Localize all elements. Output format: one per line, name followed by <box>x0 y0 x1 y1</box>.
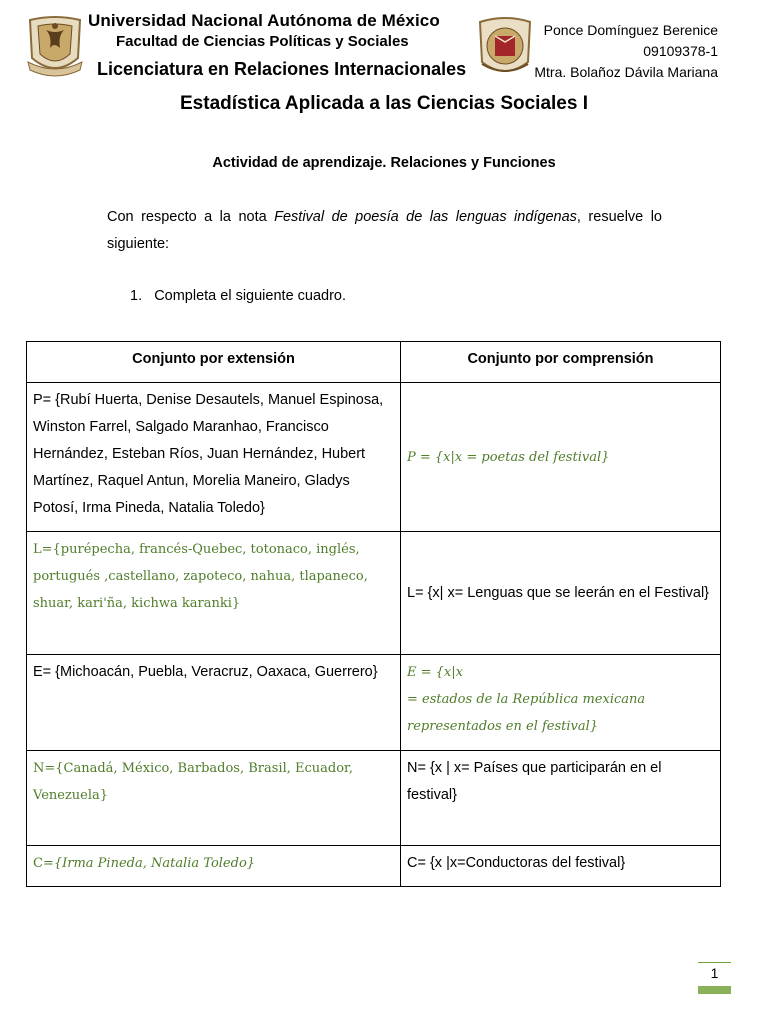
university-name: Universidad Nacional Autónoma de México <box>88 11 440 30</box>
comprehension-e-line1: E = {x|x <box>407 665 463 680</box>
cell-extension-e: E= {Michoacán, Puebla, Veracruz, Oaxaca, Guerrero} <box>27 655 401 751</box>
table-row <box>27 846 721 887</box>
cell-extension-n: N={Canadá, México, Barbados, Brasil, Ecuador, Venezuela} <box>27 751 401 846</box>
cell-extension-p: P= {Rubí Huerta, Denise Desautels, Manuel Espinosa, Winston Farrel, Salgado Maranhao, Francisco Hernández, Esteban Ríos, Juan Hernández, Hubert Martínez, Raquel Antun, Morelia Maneiro, Gladys Potosí, Irma Pineda, Natalia Toledo} <box>27 383 401 532</box>
page-number: 1 <box>698 962 731 981</box>
cell-extension-c <box>27 846 401 887</box>
header-comprehension: Conjunto por comprensión <box>401 342 721 383</box>
cell-comprehension-p: P = {x|x = poetas del festival} <box>401 383 721 532</box>
sets-table <box>26 341 721 887</box>
cell-comprehension-n: N= {x | x= Países que participarán en el festival} <box>401 751 721 846</box>
cell-comprehension-l: L= {x| x= Lenguas que se leerán en el Festival} <box>401 532 721 655</box>
table-row <box>27 751 721 846</box>
instruction-number: 1. <box>130 288 143 304</box>
course-title: Estadística Aplicada a las Ciencias Sociales I <box>180 93 588 114</box>
instruction-item <box>130 288 346 304</box>
table-row <box>27 655 721 751</box>
unam-seal-icon <box>24 12 86 80</box>
extension-c-prefix: C= <box>33 856 54 871</box>
faculty-name: Facultad de Ciencias Políticas y Sociales <box>116 33 409 50</box>
intro-note-title: Festival de poesía de las lenguas indígenas <box>274 209 577 225</box>
header-extension: Conjunto por extensión <box>27 342 401 383</box>
activity-title: Actividad de aprendizaje. Relaciones y Funciones <box>212 155 556 171</box>
instruction-text: Completa el siguiente cuadro. <box>154 288 347 304</box>
extension-c-set: {Irma Pineda, Natalia Toledo} <box>53 856 256 871</box>
fcpys-seal-icon <box>474 12 536 80</box>
table-row <box>27 532 721 655</box>
teacher-name: Mtra. Bolañoz Dávila Mariana <box>534 64 718 80</box>
cell-comprehension-e <box>401 655 721 751</box>
table-row <box>27 383 721 532</box>
cell-extension-l: L={purépecha, francés-Quebec, totonaco, inglés, portugués ,castellano, zapoteco, nahua, tlapaneco, shuar, kari'ña, kichwa karanki} <box>27 532 401 655</box>
degree-name: Licenciatura en Relaciones Internacionales <box>97 59 467 79</box>
comprehension-e-line3: representados en el festival} <box>407 719 599 734</box>
cell-comprehension-c: C= {x |x=Conductoras del festival} <box>401 846 721 887</box>
page-number-bar <box>698 986 731 994</box>
author-block <box>534 20 718 83</box>
intro-after: , resuelve lo siguiente: <box>107 209 662 252</box>
student-name: Ponce Domínguez Berenice <box>543 22 718 38</box>
student-id: 09109378-1 <box>643 43 718 59</box>
intro-paragraph <box>107 204 662 258</box>
comprehension-e-line2: = estados de la República mexicana <box>407 692 646 707</box>
intro-before: Con respecto a la nota <box>107 209 275 225</box>
table-header-row <box>27 342 721 383</box>
